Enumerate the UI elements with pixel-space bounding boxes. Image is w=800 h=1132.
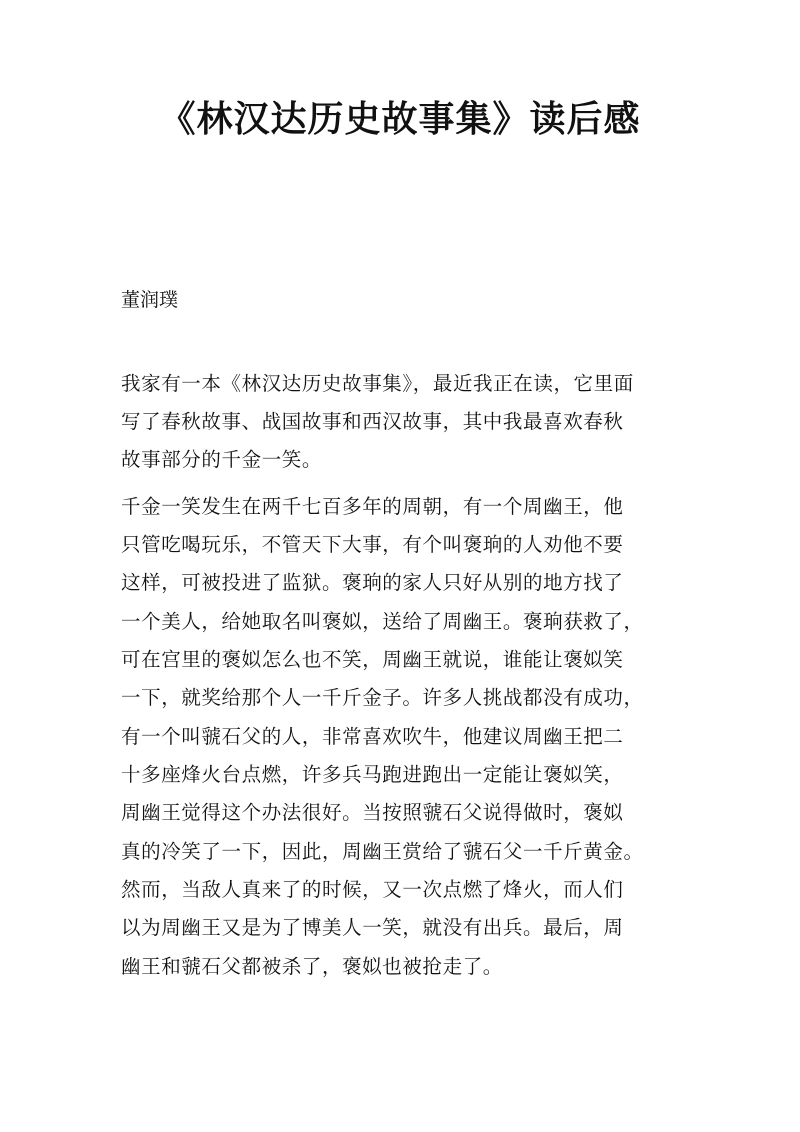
text-line: 一个美人，给她取名叫褒姒，送给了周幽王。褒珦获救了， (121, 610, 644, 633)
text-line: 这样，可被投进了监狱。褒珦的家人只好从别的地方找了 (121, 571, 624, 594)
text-line: 写了春秋故事、战国故事和西汉故事，其中我最喜欢春秋 (121, 410, 624, 433)
document-title: 《林汉达历史故事集》读后感 (159, 99, 641, 140)
text-line: 有一个叫虢石父的人，非常喜欢吹牛，他建议周幽王把二 (121, 725, 624, 748)
text-line: 千金一笑发生在两千七百多年的周朝，有一个周幽王，他 (121, 495, 624, 518)
text-line: 一下，就奖给那个人一千斤金子。许多人挑战都没有成功， (121, 686, 644, 709)
text-line: 故事部分的千金一笑。 (121, 448, 323, 471)
text-line: 我家有一本《林汉达历史故事集》，最近我正在读，它里面 (121, 372, 634, 395)
text-line: 十多座烽火台点燃，许多兵马跑进跑出一定能让褒姒笑， (121, 763, 624, 786)
author-name: 董润璞 (121, 289, 179, 311)
text-line: 真的冷笑了一下，因此，周幽王赏给了虢石父一千斤黄金。 (121, 840, 644, 863)
text-line: 可在宫里的褒姒怎么也不笑，周幽王就说，谁能让褒姒笑 (121, 648, 624, 671)
text-line: 以为周幽王又是为了博美人一笑，就没有出兵。最后，周 (121, 916, 624, 939)
text-line: 只管吃喝玩乐，不管天下大事，有个叫褒珦的人劝他不要 (121, 533, 624, 556)
text-line: 然而，当敌人真来了的时候，又一次点燃了烽火，而人们 (121, 878, 624, 901)
text-line: 周幽王觉得这个办法很好。当按照虢石父说得做时，褒姒 (121, 801, 624, 824)
text-line: 幽王和虢石父都被杀了，褒姒也被抢走了。 (121, 955, 503, 978)
